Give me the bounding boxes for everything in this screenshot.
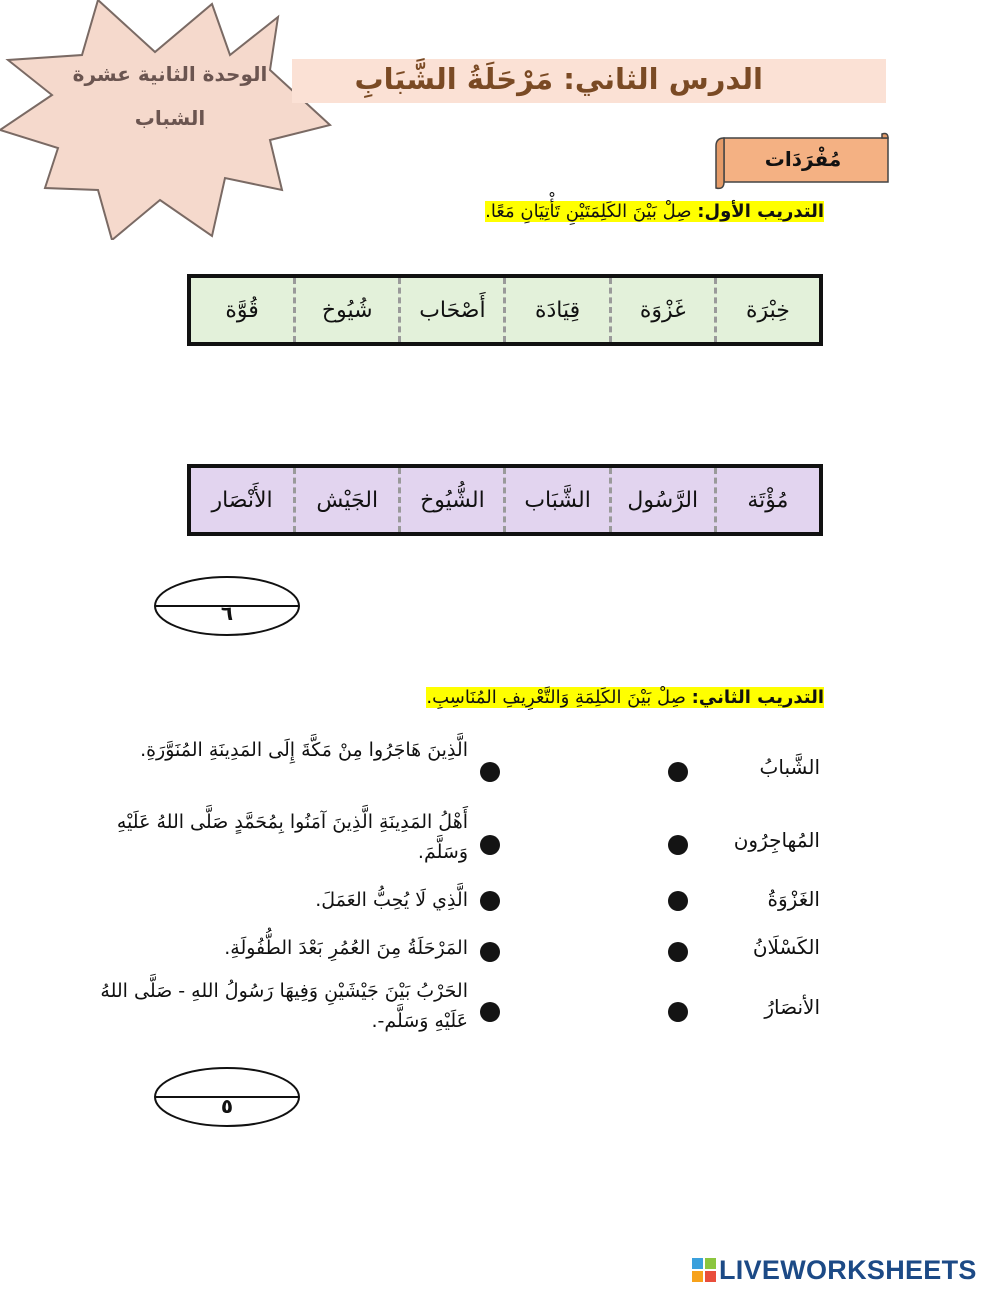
exercise2-heading	[426, 687, 824, 708]
unit-subtitle: الشباب	[134, 106, 206, 130]
match-term: الشَّبابُ	[759, 755, 820, 779]
match-definition: أَهْلُ المَدِينَةِ الَّذِينَ آمَنُوا بِمُحَمَّدٍ صَلَّى اللهُ عَلَيْهِ وَسَلَّمَ.	[116, 811, 468, 864]
match-term: الكَسْلَانُ	[752, 935, 820, 959]
exercise2-lead: التدريب الثاني:	[691, 687, 824, 708]
liveworksheets-logo[interactable]	[692, 1254, 977, 1286]
word-card[interactable]: غَزْوَة	[609, 278, 714, 342]
term-connector-dot[interactable]	[668, 762, 688, 782]
word-table-1	[187, 274, 823, 346]
term-connector-dot[interactable]	[668, 891, 688, 911]
unit-title: الوحدة الثانية عشرة	[72, 62, 268, 86]
exercise1-lead: التدريب الأول:	[697, 201, 824, 222]
score-total-2: ٥	[220, 1094, 234, 1118]
vocab-label: مُفْرَدَات	[764, 147, 842, 171]
definition-connector-dot[interactable]	[480, 835, 500, 855]
match-term: المُهاجِرُون	[733, 828, 820, 852]
exercise2-instruction: صِلْ بَيْنَ الكَلِمَةِ وَالتَّعْرِيفِ المُنَاسِبِ.	[426, 687, 692, 708]
word-card[interactable]: الرَّسُول	[609, 468, 714, 532]
word-card[interactable]: أَصْحَاب	[398, 278, 503, 342]
exercise1-instruction: صِلْ بَيْنَ الكَلِمَتَيْنِ تَأْتِيَانِ مَعًا.	[485, 201, 698, 222]
definition-connector-dot[interactable]	[480, 1002, 500, 1022]
definition-connector-dot[interactable]	[480, 891, 500, 911]
match-definition: الَّذِي لَا يُحِبُّ العَمَلَ.	[315, 889, 468, 911]
liveworksheets-icon	[692, 1258, 716, 1282]
word-card[interactable]: شُيُوخ	[293, 278, 398, 342]
definition-connector-dot[interactable]	[480, 762, 500, 782]
exercise1-heading	[485, 201, 824, 222]
word-card[interactable]: الجَيْش	[293, 468, 398, 532]
match-definition: المَرْحَلَةُ مِنَ العُمُرِ بَعْدَ الطُّفُولَةِ.	[224, 937, 468, 959]
word-card[interactable]: الشَّبَاب	[503, 468, 608, 532]
word-card[interactable]: الشُّيُوخ	[398, 468, 503, 532]
match-definition: الَّذِينَ هَاجَرُوا مِنْ مَكَّةَ إِلَى المَدِينَةِ المُنَوَّرَةِ.	[140, 739, 468, 761]
term-connector-dot[interactable]	[668, 942, 688, 962]
score-total-1: ٦	[220, 601, 234, 625]
word-card[interactable]: خِبْرَة	[714, 278, 819, 342]
match-definition: الحَرْبُ بَيْنَ جَيْشَيْنِ وَفِيهَا رَسُولُ اللهِ - صَلَّى اللهُ عَلَيْهِ وَسَلَّم-.	[100, 980, 468, 1033]
word-card[interactable]: مُؤْتَة	[714, 468, 819, 532]
word-table-2	[187, 464, 823, 536]
definition-connector-dot[interactable]	[480, 942, 500, 962]
word-card[interactable]: قُوَّة	[225, 297, 259, 323]
term-connector-dot[interactable]	[668, 1002, 688, 1022]
match-term: الغَزْوَةُ	[767, 887, 820, 911]
word-card[interactable]: الأَنْصَار	[211, 487, 273, 513]
logo-text: LIVEWORKSHEETS	[719, 1254, 977, 1285]
lesson-title: الدرس الثاني: مَرْحَلَةُ الشَّبَابِ	[354, 62, 763, 96]
match-term: الأنصَارُ	[764, 995, 820, 1019]
word-card[interactable]: قِيَادَة	[503, 278, 608, 342]
term-connector-dot[interactable]	[668, 835, 688, 855]
